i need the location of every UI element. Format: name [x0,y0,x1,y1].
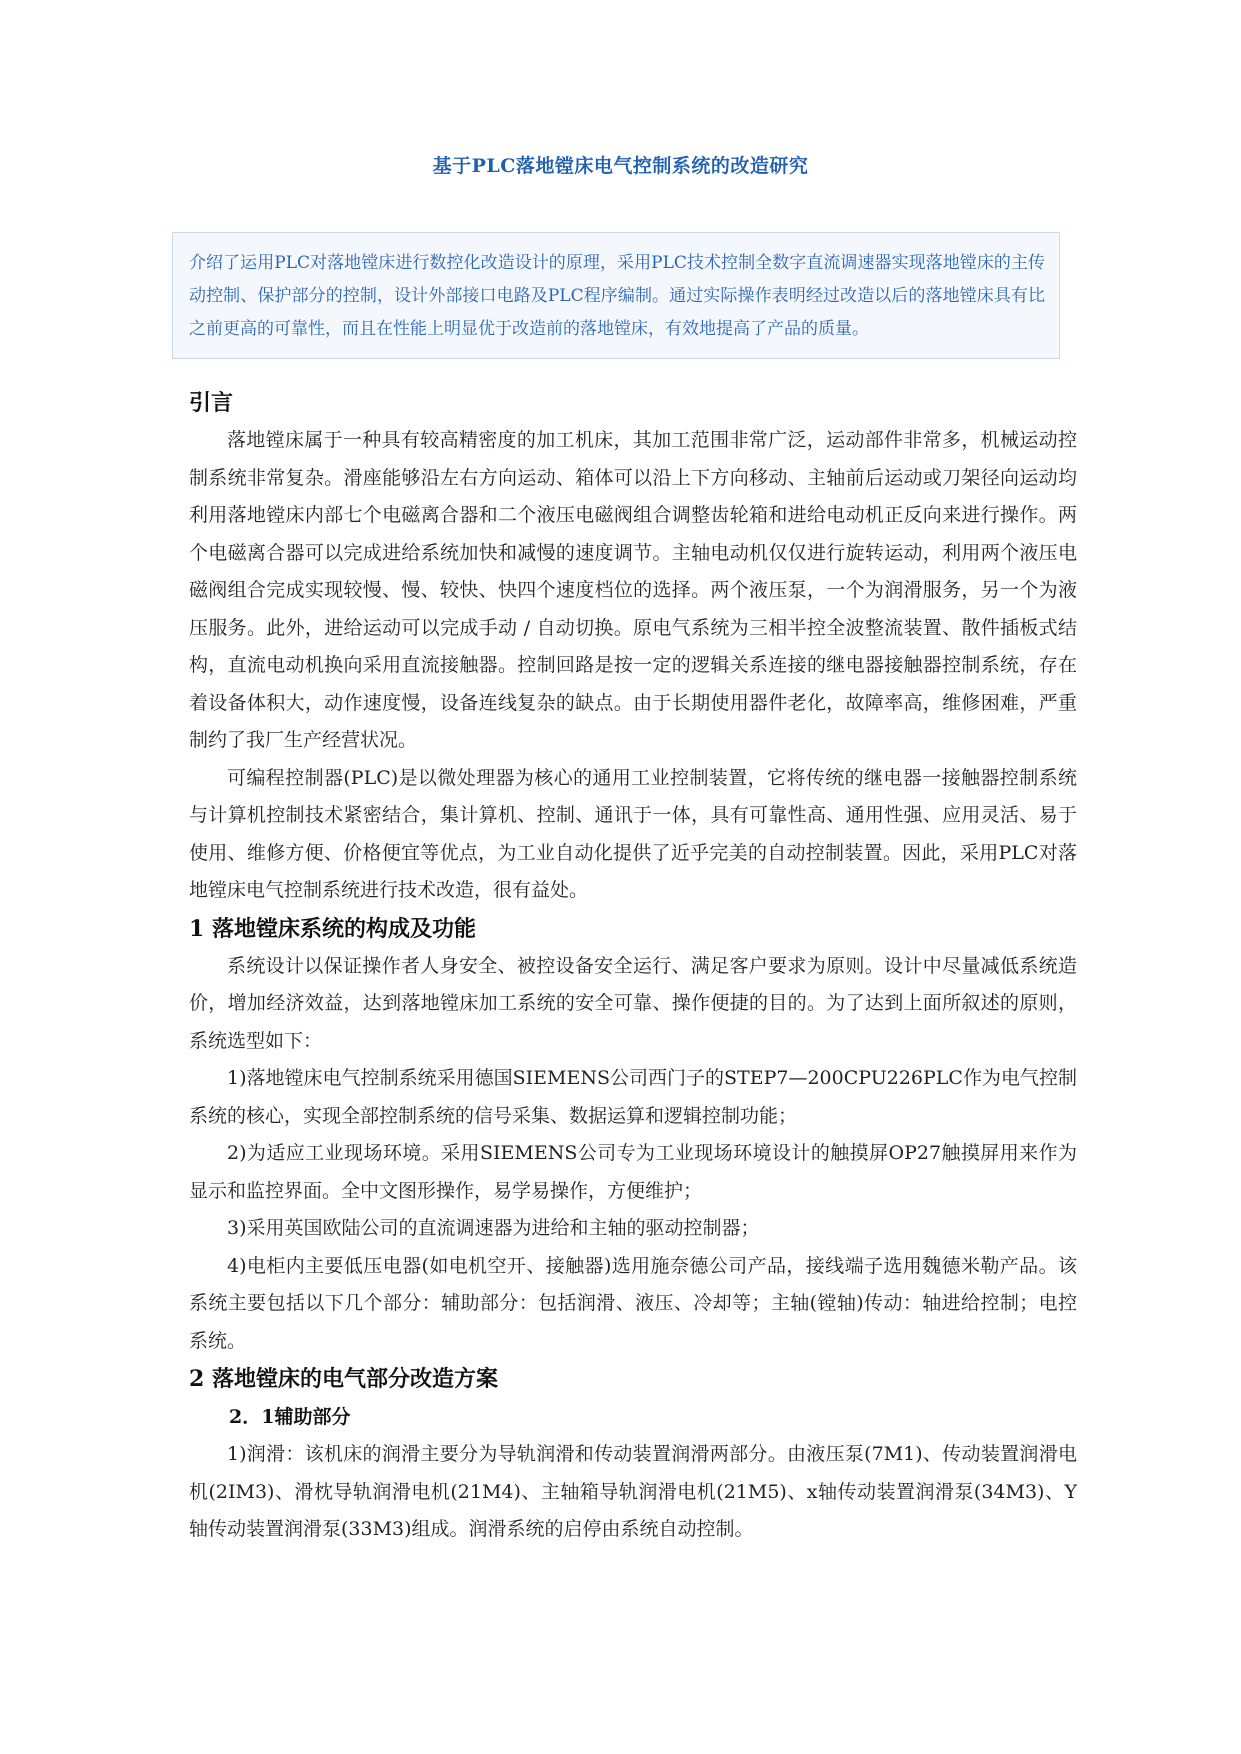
paper-body [189,384,1077,1549]
intro-paragraph-2: 可编程控制器(PLC)是以微处理器为核心的通用工业控制装置，它将传统的继电器一接触器控制系统与计算机控制技术紧密结合，集计算机、控制、通讯于一体，具有可靠性高、通用性强、应用灵活、易于使用、维修方便、价格便宜等优点，为工业自动化提供了近乎完美的自动控制装置。因此，采用PLC对落地镗床电气控制系统进行技术改造，很有益处。 [189,766,1077,901]
section-heading-1: 1 落地镗床系统的构成及功能 [189,915,476,942]
section1-item-4: 4)电柜内主要低压电器(如电机空开、接触器)选用施奈德公司产品，接线端子选用魏德米勒产品。该系统主要包括以下几个部分：辅助部分：包括润滑、液压、冷却等；主轴(镗轴)传动：轴进给控制；电控系统。 [189,1254,1077,1352]
section1-item-1: 1)落地镗床电气控制系统采用德国SIEMENS公司西门子的STEP7—200CPU226PLC作为电气控制系统的核心，实现全部控制系统的信号采集、数据运算和逻辑控制功能； [189,1067,1077,1127]
section-heading-intro: 引言 [189,390,234,416]
paper-title: 基于PLC落地镗床电气控制系统的改造研究 [432,155,809,177]
intro-paragraph-1: 落地镗床属于一种具有较高精密度的加工机床，其加工范围非常广泛，运动部件非常多，机械运动控制系统非常复杂。滑座能够沿左右方向运动、箱体可以沿上下方向移动、主轴前后运动或刀架径向运动均利用落地镗床内部七个电磁离合器和二个液压电磁阀组合调整齿轮箱和进给电动机正反向来进行操作。两个电磁离合器可以完成进给系统加快和减慢的速度调节。主轴电动机仅仅进行旋转运动，利用两个液压电磁阀组合完成实现较慢、慢、较快、快四个速度档位的选择。两个液压泵，一个为润滑服务，另一个为液压服务。此外，进给运动可以完成手动 / 自动切换。原电气系统为三相半控全波整流装置、散件插板式结构，直流电动机换向采用直流接触器。控制回路是按一定的逻辑关系连接的继电器接触器控制系统，存在着设备体积大，动作速度慢，设备连线复杂的缺点。由于长期使用器件老化，故障率高，维修困难，严重制约了我厂生产经营状况。 [189,429,1077,751]
section2-paragraph-1: 1)润滑：该机床的润滑主要分为导轨润滑和传动装置润滑两部分。由液压泵(7M1)、传动装置润滑电机(2IM3)、滑枕导轨润滑电机(21M4)、主轴箱导轨润滑电机(21M5)、x轴传动装置润滑泵(34M3)、Y轴传动装置润滑泵(33M3)组成。润滑系统的启停由系统自动控制。 [189,1443,1077,1540]
subsection-heading-2-1: 2．1辅助部分 [229,1406,351,1428]
abstract-box: 介绍了运用PLC对落地镗床进行数控化改造设计的原理，采用PLC技术控制全数字直流调速器实现落地镗床的主传动控制、保护部分的控制，设计外部接口电路及PLC程序编制。通过实际操作表明经过改造以后的落地镗床具有比之前更高的可靠性，而且在性能上明显优于改造前的落地镗床，有效地提高了产品的质量。 [172,232,1060,359]
section1-paragraph-1: 系统设计以保证操作者人身安全、被控设备安全运行、满足客户要求为原则。设计中尽量减低系统造价，增加经济效益，达到落地镗床加工系统的安全可靠、操作便捷的目的。为了达到上面所叙述的原则，系统选型如下： [189,954,1077,1052]
section-heading-2: 2 落地镗床的电气部分改造方案 [189,1366,498,1392]
section1-item-3: 3)采用英国欧陆公司的直流调速器为进给和主轴的驱动控制器； [227,1217,760,1239]
section1-item-2: 2)为适应工业现场环境。采用SIEMENS公司专为工业现场环境设计的触摸屏OP27触摸屏用来作为显示和监控界面。全中文图形操作，易学易操作，方便维护； [189,1142,1077,1202]
